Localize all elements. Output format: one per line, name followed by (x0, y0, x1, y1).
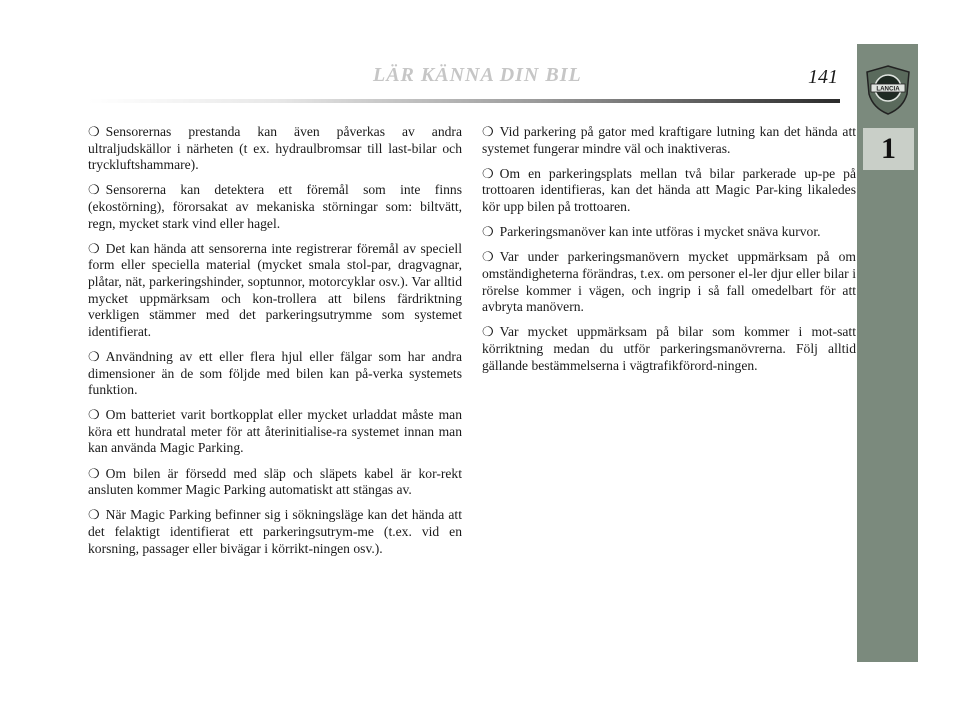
bullet-icon: ❍ (88, 240, 100, 256)
paragraph-text: Sensorerna kan detektera ett föremål som inte finns (ekostörning), förorsakat av mekaniska störningar som: biltvätt, regn, mycket stark vind eller hagel. (88, 182, 462, 231)
bullet-paragraph (482, 249, 856, 315)
right-text-column (482, 124, 856, 383)
paragraph-text: Sensorernas prestanda kan även påverkas av andra ultraljudskällor i närheten (t ex. hydraulbromsar till last-bilar och tryckluftshammare). (88, 124, 462, 173)
lancia-logo-icon (865, 64, 911, 116)
page-header-title: LÄR KÄNNA DIN BIL (373, 64, 582, 86)
bullet-icon: ❍ (482, 249, 494, 265)
bullet-icon: ❍ (88, 124, 100, 139)
bullet-icon: ❍ (88, 465, 100, 481)
bullet-paragraph (482, 324, 856, 374)
bullet-paragraph (88, 124, 462, 174)
bullet-icon: ❍ (88, 182, 100, 198)
bullet-paragraph (88, 507, 462, 557)
bullet-paragraph (88, 182, 462, 232)
paragraph-text: Om en parkeringsplats mellan två bilar parkerade up-pe på trottoaren identifieras, kan det hända att Magic Par-king likaledes kör upp bilen på trottoaren. (482, 165, 856, 214)
bullet-icon: ❍ (482, 165, 494, 181)
header-divider (88, 99, 840, 103)
paragraph-text: Det kan hända att sensorerna inte registrerar föremål av speciell form eller speciella material (mycket smala stol-par, dragvagnar, plåtar, nät, parkeringshinder, soptunnor, motorcyklar osv.). Var alltid mycket uppmärksam och kon-trollera att bilens färdriktning verkligen stämmer med det parkeringsutrymme som systemet identifierat. (88, 240, 462, 339)
paragraph-text: När Magic Parking befinner sig i sökningsläge kan det hända att det felaktigt identifierat ett parkeringsutrym-me (t.ex. vid en korsning, passager eller bivägar i körrikt-ningen osv.). (88, 507, 462, 556)
bullet-icon: ❍ (482, 124, 494, 139)
paragraph-text: Användning av ett eller flera hjul eller fälgar som har andra dimensioner än de som följde med bilen kan på-verka systemets funktion. (88, 348, 462, 398)
bullet-paragraph (482, 224, 856, 241)
paragraph-text: Var under parkeringsmanövern mycket uppmärksam på om omständigheterna förändras, t.ex. om personer el-ler djur eller bilar i rörelse kommer i vägen, och ingrip i så fall omedelbart för att avbryta manövern. (482, 249, 856, 315)
bullet-icon: ❍ (88, 507, 100, 523)
bullet-paragraph (88, 407, 462, 457)
page-number: 141 (808, 66, 838, 88)
svg-text:LANCIA: LANCIA (876, 85, 900, 93)
bullet-icon: ❍ (88, 348, 100, 364)
left-text-column (88, 124, 462, 566)
paragraph-text: Om batteriet varit bortkopplat eller mycket urladdat måste man köra ett hundratal meter för att återinitialise-ra systemet innan man kan använda Magic Parking. (88, 407, 462, 456)
bullet-paragraph (482, 124, 856, 157)
bullet-paragraph (88, 349, 462, 399)
paragraph-text: Om bilen är försedd med släp och släpets kabel är kor-rekt ansluten kommer Magic Parking automatiskt att stängas av. (88, 465, 462, 498)
bullet-icon: ❍ (482, 224, 494, 240)
chapter-number: 1 (863, 128, 914, 170)
bullet-icon: ❍ (482, 324, 494, 340)
bullet-paragraph (88, 241, 462, 341)
bullet-icon: ❍ (88, 407, 100, 423)
paragraph-text: Parkeringsmanöver kan inte utföras i mycket snäva kurvor. (499, 224, 821, 240)
bullet-paragraph (88, 466, 462, 499)
paragraph-text: Vid parkering på gator med kraftigare lutning kan det hända att systemet fungerar mindre väl och inaktiveras. (482, 124, 856, 156)
bullet-paragraph (482, 166, 856, 216)
paragraph-text: Var mycket uppmärksam på bilar som kommer i mot-satt körriktning medan du utför parkeringsmanövrerna. Följ alltid gällande bestämmelserna i vägtrafikförord-ningen. (482, 324, 856, 373)
